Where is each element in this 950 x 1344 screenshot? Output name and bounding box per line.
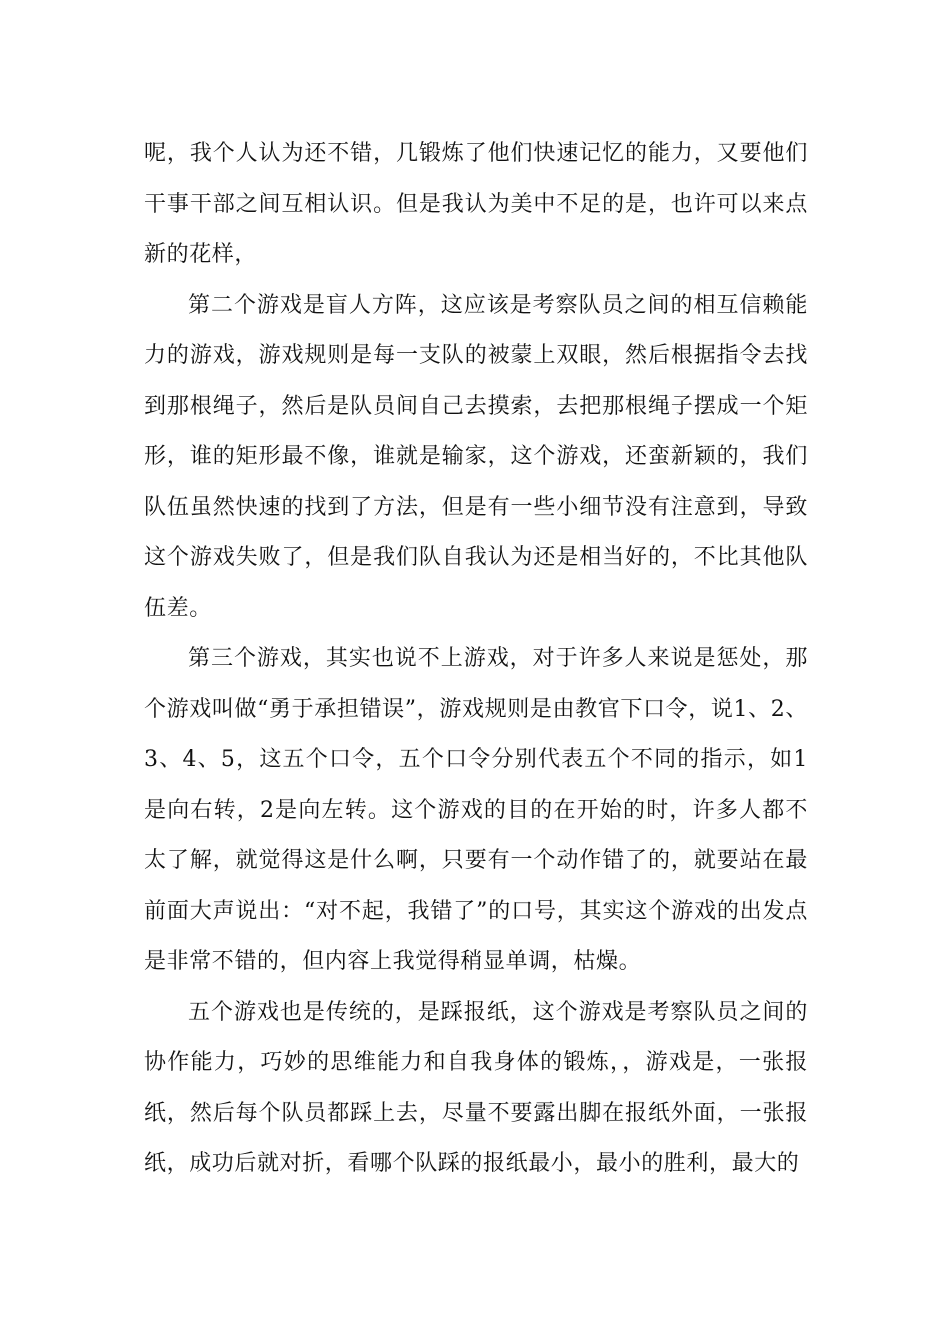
paragraph-4: 五个游戏也是传统的，是踩报纸，这个游戏是考察队员之间的协作能力，巧妙的思维能力和自我身体的锻炼，，游戏是，一张报纸，然后每个队员都踩上去，尽量不要露出脚在报纸外面，一张报纸，成功后就对折，看哪个队踩的报纸最小，最小的胜利，最大的 xyxy=(144,999,808,1176)
paragraph-1: 呢，我个人认为还不错，几锻炼了他们快速记忆的能力，又要他们干事干部之间互相认识。但是我认为美中不足的是，也许可以来点新的花样， xyxy=(144,141,808,267)
paragraph-2: 第二个游戏是盲人方阵，这应该是考察队员之间的相互信赖能力的游戏，游戏规则是每一支队的被蒙上双眼，然后根据指令去找到那根绳子，然后是队员间自己去摸索，去把那根绳子摆成一个矩形，谁的矩形最不像，谁就是输家，这个游戏，还蛮新颖的，我们队伍虽然快速的找到了方法，但是有一些小细节没有注意到，导致这个游戏失败了，但是我们队自我认为还是相当好的，不比其他队伍差。 xyxy=(144,292,808,621)
paragraph-3: 第三个游戏，其实也说不上游戏，对于许多人来说是惩处，那个游戏叫做“勇于承担错误”，游戏规则是由教官下口令，说1、2、3、4、5，这五个口令，五个口令分别代表五个不同的指示，如1是向右转，2是向左转。这个游戏的目的在开始的时，许多人都不太了解，就觉得这是什么啊，只要有一个动作错了的，就要站在最前面大声说出：“对不起，我错了”的口号，其实这个游戏的出发点是非常不错的，但内容上我觉得稍显单调，枯燥。 xyxy=(144,646,808,974)
document-body xyxy=(144,129,808,1190)
